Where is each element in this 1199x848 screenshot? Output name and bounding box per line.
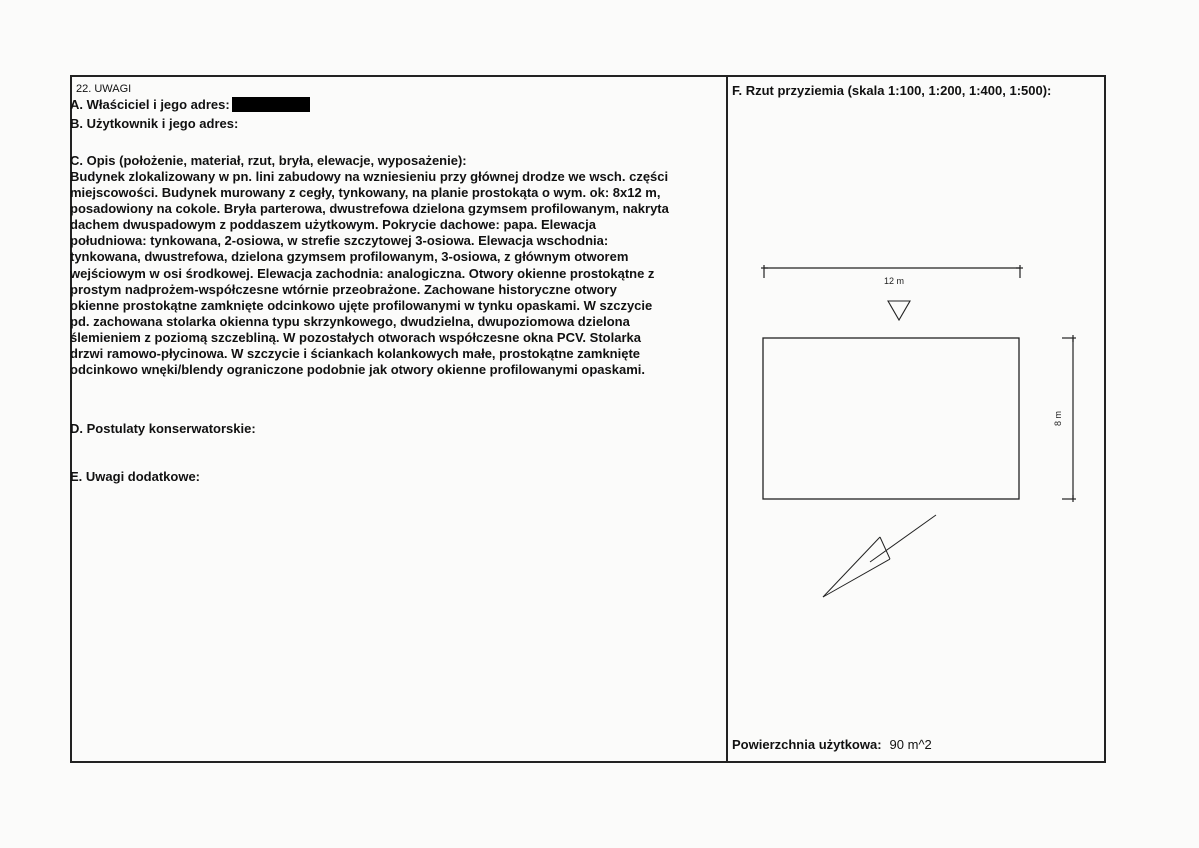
description-line: okienne prostokątne zamknięte odcinkowo ujęte profilowanymi w tynku opaskami. W szczycie [70,297,653,313]
depth-dimension-label: 8 m [1053,410,1063,426]
description-line: posadowiony na cokole. Bryła parterowa, dwustrefowa dzielona gzymsem profilowanym, nakryta [70,201,669,217]
entrance-marker-icon [888,301,910,320]
description-line: dachem dwuspadowym z poddaszem użytkowym. Pokrycie dachowe: papa. Elewacja [70,217,596,233]
additional-remarks-label: E. Uwagi dodatkowe: [70,469,201,484]
description-line: wejściowym w osi środkowej. Elewacja zachodnia: analogiczna. Otwory okienne prostokątne z [70,265,655,281]
description-title: C. Opis (położenie, materiał, rzut, bryła, elewacje, wyposażenie): [70,153,467,168]
width-dimension-label: 12 m [884,276,905,286]
usable-area-row [732,737,932,752]
section-number: 22. UWAGI [76,83,132,95]
description-line: południowa: tynkowana, 2-osiowa, w strefie szczytowej 3-osiowa. Elewacja wschodnia: [70,233,609,249]
description-text [70,169,726,378]
description-line: prostym nadprożem-współczesne wtórnie przeobrażone. Zachowane historyczne otwory [70,281,617,297]
redaction-block [232,97,310,112]
depth-dimension [1062,335,1076,502]
description-line: odcinkowo wnęki/blendy ograniczone podobnie jak otwory okienne profilowanymi opaskami. [70,362,645,378]
description-line: ślemieniem z poziomą szczebliną. W pozostałych otworach współczesne okna PCV. Stolarka [70,329,641,345]
conservation-label: D. Postulaty konserwatorskie: [70,421,256,436]
usable-area-value: 90 m^2 [889,737,932,752]
description-line: drzwi ramowo-płycinowa. W szczycie i ściankach kolankowych małe, prostokątne zamknięte [70,346,641,362]
building-outline [763,338,1019,499]
owner-label: A. Właściciel i jego adres: [70,97,230,112]
description-line: miejscowości. Budynek murowany z cegły, tynkowany, na planie prostokąta o wym. ok: 8x12 m, [70,185,661,201]
north-arrow-icon [823,515,936,597]
description-line: tynkowana, dwustrefowa, dzielona gzymsem profilowanym, 3-osiowa, z głównym otworem [70,249,629,265]
owner-row [70,97,310,112]
description-line: pd. zachowana stolarka okienna typu skrzynkowego, dwudzielna, dwupoziomowa dzielona [70,313,630,329]
ground-plan-title: F. Rzut przyziemia (skala 1:100, 1:200, 1:400, 1:500): [732,83,1052,98]
user-label: B. Użytkownik i jego adres: [70,116,239,131]
ground-plan-column [728,75,1106,763]
usable-area-label: Powierzchnia użytkowa: [732,737,882,752]
ground-plan-drawing [728,75,1106,763]
description-line: Budynek zlokalizowany w pn. lini zabudowy na wzniesieniu przy głównej drodze we wsch. części [70,169,669,184]
